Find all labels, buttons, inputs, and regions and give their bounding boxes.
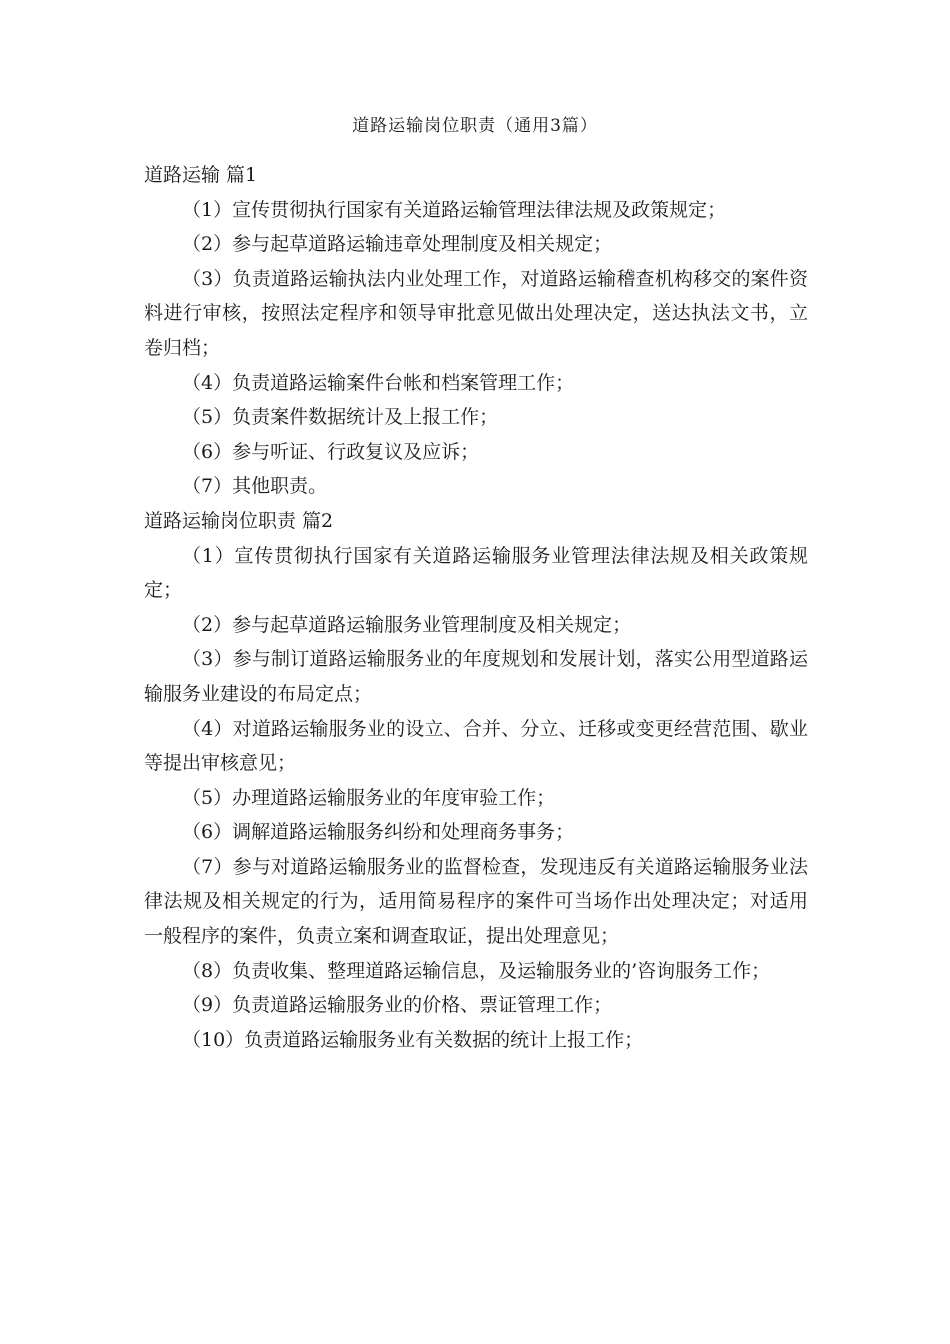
paragraph: （5）负责案件数据统计及上报工作； [182, 406, 499, 429]
section-heading: 道路运输 篇1 [144, 164, 258, 186]
paragraph: （4）负责道路运输案件台帐和档案管理工作； [182, 371, 575, 394]
paragraph: （6）参与听证、行政复议及应诉； [182, 440, 480, 463]
paragraph: （4）对道路运输服务业的设立、合并、分立、迁移或变更经营范围、歇业等提出审核意见； [144, 717, 808, 775]
paragraph: （10）负责道路运输服务业有关数据的统计上报工作； [182, 1028, 644, 1051]
paragraph: （7）其他职责。 [182, 475, 328, 498]
paragraph: （6）调解道路运输服务纠纷和处理商务事务； [182, 821, 575, 844]
document-body [144, 158, 808, 1057]
paragraph: （7）参与对道路运输服务业的监督检查，发现违反有关道路运输服务业法律法规及相关规定的行为，适用简易程序的案件可当场作出处理决定；对适用一般程序的案件，负责立案和调查取证，提出处理意见； [144, 855, 808, 948]
paragraph: （3）参与制订道路运输服务业的年度规划和发展计划，落实公用型道路运输服务业建设的布局定点； [144, 648, 808, 705]
paragraph: （9）负责道路运输服务业的价格、票证管理工作； [182, 994, 613, 1017]
paragraph: （5）办理道路运输服务业的年度审验工作； [182, 786, 556, 809]
paragraph: （1）宣传贯彻执行国家有关道路运输管理法律法规及政策规定； [182, 198, 727, 221]
paragraph: （1）宣传贯彻执行国家有关道路运输服务业管理法律法规及相关政策规定； [144, 544, 808, 602]
paragraph: （2）参与起草道路运输服务业管理制度及相关规定； [182, 613, 632, 636]
section-1 [144, 158, 808, 504]
paragraph: （8）负责收集、整理道路运输信息，及运输服务业的’咨询服务工作； [182, 959, 771, 982]
section-2 [144, 504, 808, 1058]
section-heading: 道路运输岗位职责 篇2 [144, 509, 334, 532]
paragraph: （2）参与起草道路运输违章处理制度及相关规定； [182, 233, 613, 256]
document-title: 道路运输岗位职责（通用3篇） [352, 116, 598, 136]
paragraph: （3）负责道路运输执法内业处理工作，对道路运输稽查机构移交的案件资料进行审核，按照法定程序和领导审批意见做出处理决定，送达执法文书，立卷归档； [144, 267, 808, 359]
